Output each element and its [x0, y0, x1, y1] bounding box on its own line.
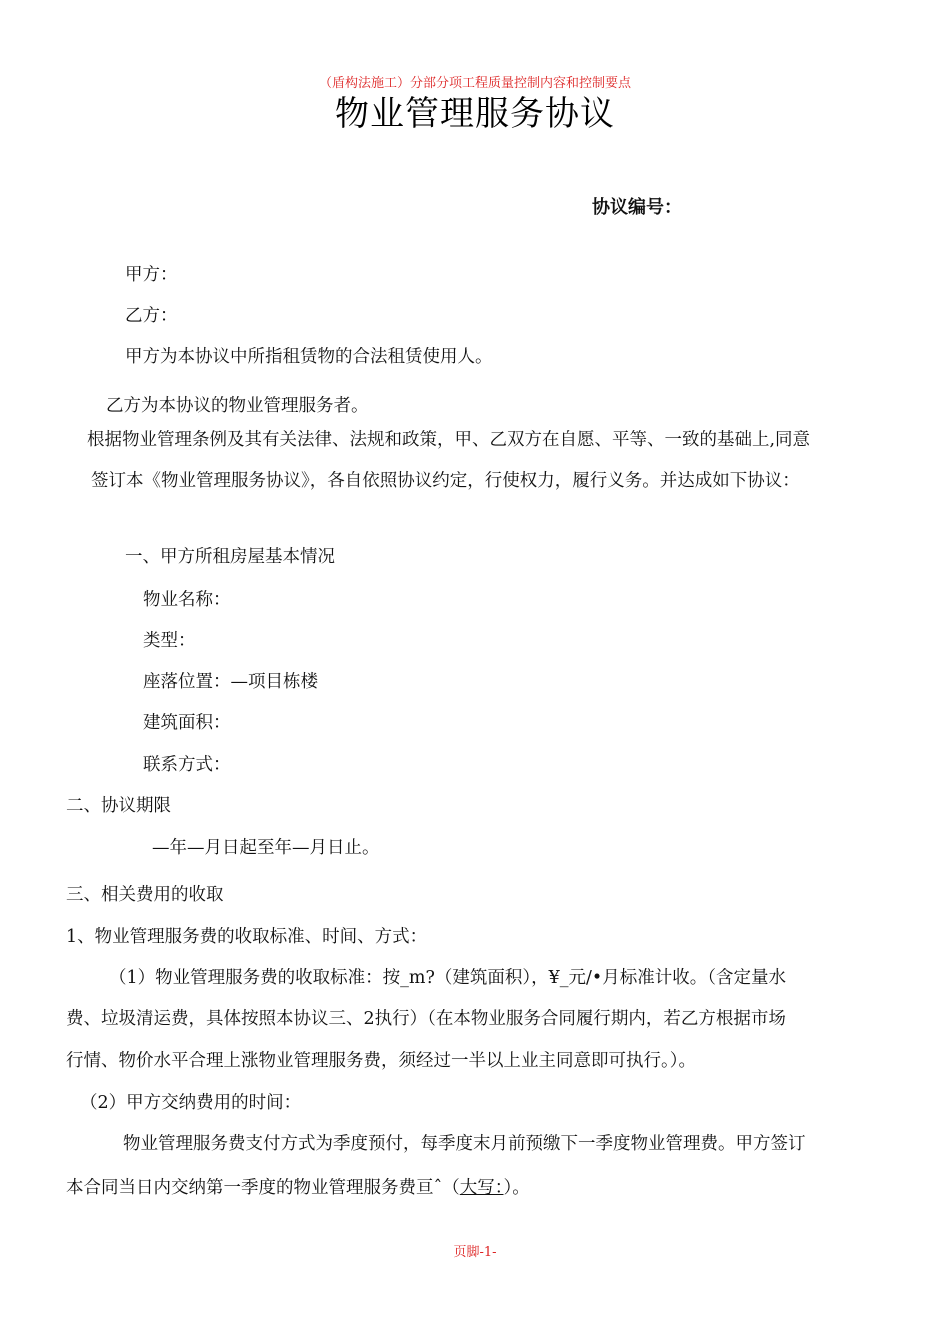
fee-item-1: 1、物业管理服务费的收取标准、时间、方式： — [66, 927, 428, 947]
payment-time-heading: （2）甲方交纳费用的时间： — [80, 1093, 302, 1113]
section-2-heading: 二、协议期限 — [66, 796, 171, 816]
payment-method-line-1: 物业管理服务费支付方式为季度预付，每季度末月前预缴下一季度物业管理费。甲方签订 — [123, 1134, 806, 1154]
intro-line-1: 甲方为本协议中所指租赁物的合法租赁使用人。 — [125, 347, 493, 367]
payment-line-prefix: 本合同当日内交纳第一季度的物业管理服务费亘ˆ（ — [66, 1178, 460, 1198]
building-area-label: 建筑面积： — [143, 713, 231, 733]
page-header: （盾构法施工）分部分项工程质量控制内容和控制要点 — [318, 76, 631, 91]
section-3-heading: 三、相关费用的收取 — [66, 885, 224, 905]
page-footer: 页脚-1- — [453, 1245, 497, 1260]
fee-standard-line-3: 行情、物价水平合理上涨物业管理服务费，须经过一半以上业主同意即可执行。）。 — [66, 1051, 696, 1071]
agreement-number-label: 协议编号： — [592, 197, 682, 218]
payment-line-suffix: ）。 — [503, 1178, 530, 1198]
amount-in-words-blank: 大写： — [459, 1178, 504, 1198]
fee-standard-line-1: （1）物业管理服务费的收取标准：按_m?（建筑面积），¥_元/•月标准计收。（含定量水 — [109, 968, 786, 988]
section-1-heading: 一、甲方所租房屋基本情况 — [125, 547, 335, 567]
intro-line-2: 乙方为本协议的物业管理服务者。 — [106, 396, 369, 416]
fee-standard-line-2: 费、垃圾清运费，具体按照本协议三、2执行）（在本物业服务合同履行期内，若乙方根据市场 — [66, 1009, 786, 1029]
property-location-label: 座落位置：—项目栋楼 — [143, 672, 318, 692]
intro-line-4: 签订本《物业管理服务协议》，各自依照协议约定，行使权力，履行义务。并达成如下协议： — [91, 471, 800, 491]
payment-method-line-2 — [66, 1177, 530, 1199]
contact-label: 联系方式： — [143, 755, 231, 775]
party-a-label: 甲方： — [125, 265, 178, 285]
party-b-label: 乙方： — [125, 306, 178, 326]
property-name-label: 物业名称： — [143, 590, 231, 610]
intro-line-3: 根据物业管理条例及其有关法律、法规和政策，甲、乙双方在自愿、平等、一致的基础上,同意 — [87, 430, 811, 450]
document-title: 物业管理服务协议 — [335, 94, 615, 134]
property-type-label: 类型： — [143, 631, 196, 651]
agreement-period: —年—月日起至年—月日止。 — [152, 838, 380, 858]
